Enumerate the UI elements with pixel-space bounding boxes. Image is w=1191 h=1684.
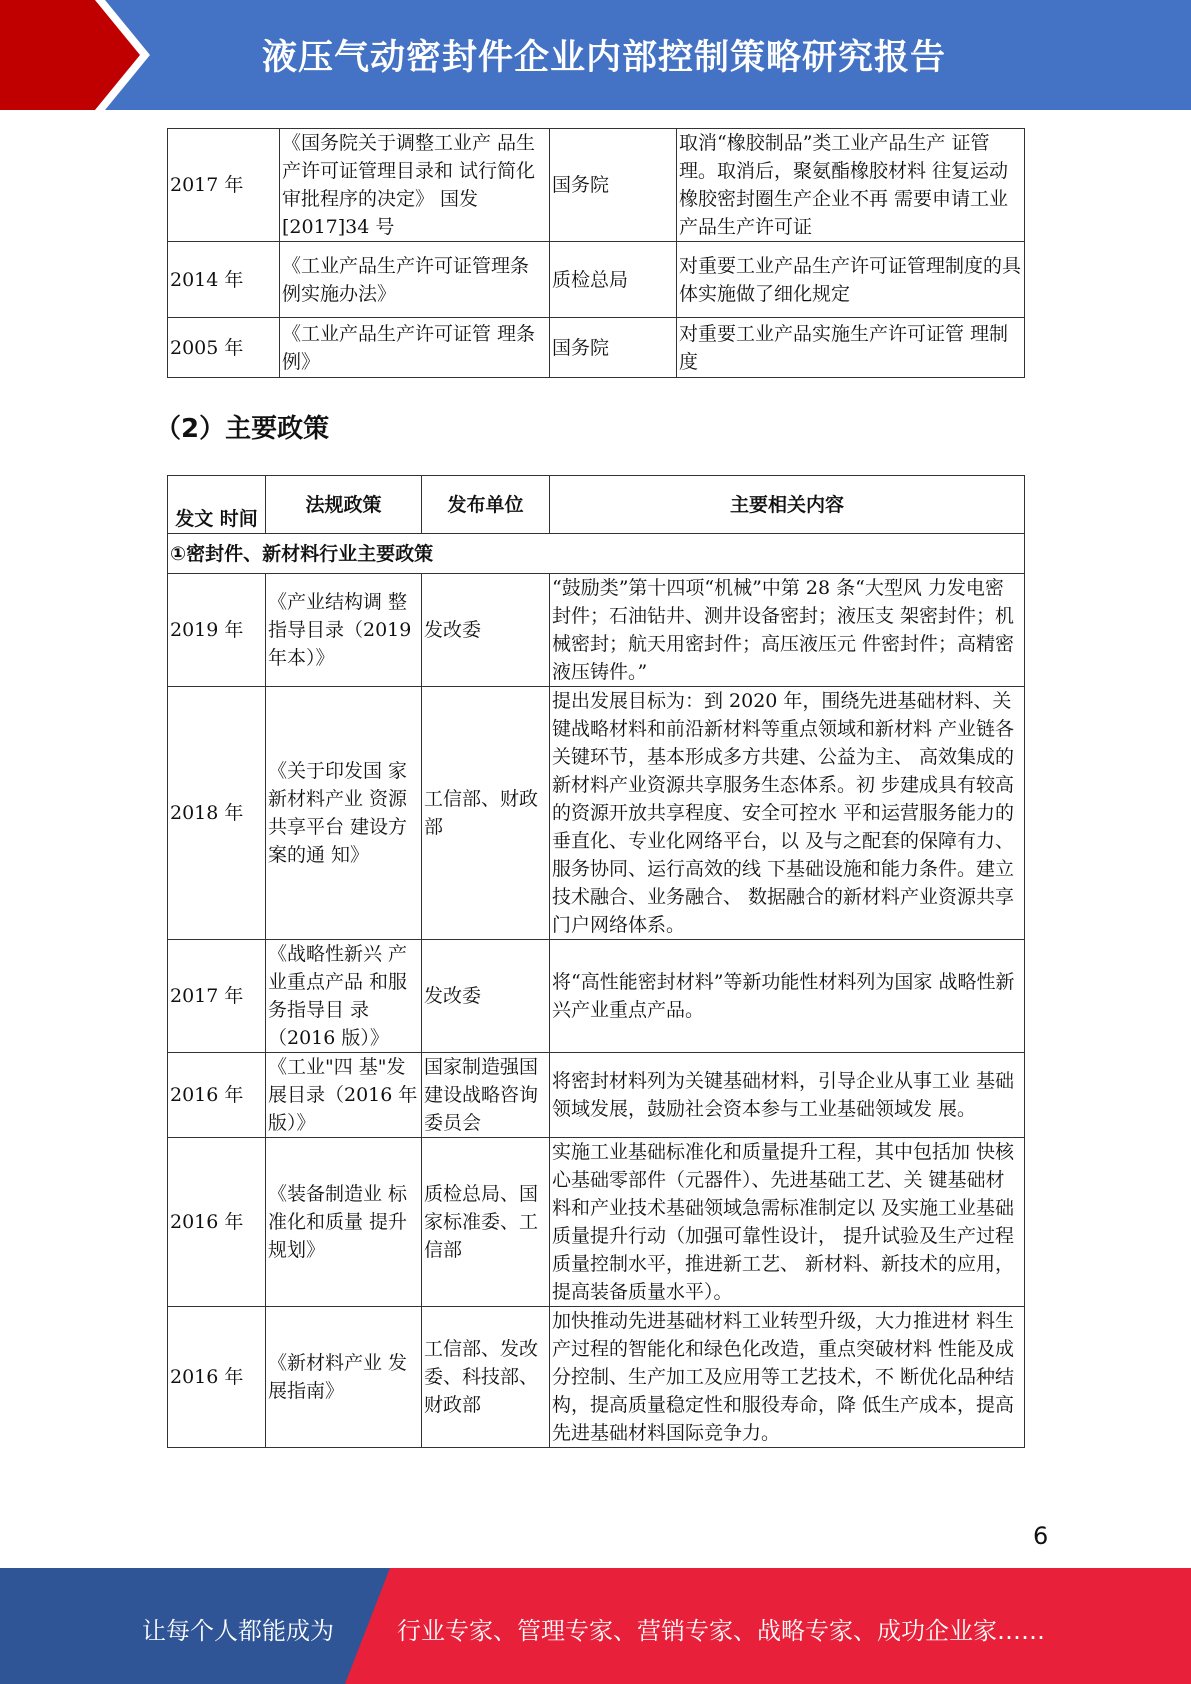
report-title: 液压气动密封件企业内部控制策略研究报告: [262, 38, 947, 78]
unit-cell: 发改委: [422, 574, 550, 687]
policy-cell: 《国务院关于调整工业产 品生产许可证管理目录和 试行简化审批程序的决定》 国发[2017]34 号: [280, 129, 550, 242]
policy-cell: 《工业产品生产许可证管 理条例》: [280, 318, 550, 378]
page-number: 6: [1033, 1522, 1049, 1550]
table-header-row: [168, 476, 1025, 534]
content-cell: 取消“橡胶制品”类工业产品生产 证管理。取消后，聚氨酯橡胶材料 往复运动橡胶密封圈生产企业不再 需要申请工业产品生产许可证: [677, 129, 1025, 242]
unit-cell: 国务院: [550, 129, 677, 242]
content-cell: 对重要工业产品生产许可证管理制度的具体实施做了细化规定: [677, 242, 1025, 318]
group-label: ①密封件、新材料行业主要政策: [168, 534, 1025, 574]
table-row: [168, 687, 1025, 940]
table-row: [168, 940, 1025, 1053]
unit-cell: 工信部、财政部: [422, 687, 550, 940]
year-cell: 2016 年: [168, 1138, 266, 1307]
policy-cell: 《工业"四 基"发展目录（2016 年版）》: [266, 1053, 422, 1138]
unit-cell: 国务院: [550, 318, 677, 378]
table-row: [168, 1053, 1025, 1138]
header-red-arrow: [0, 0, 150, 110]
content-cell: 提出发展目标为：到 2020 年，围绕先进基础材料、关键战略材料和前沿新材料等重点领域和新材料 产业链各关键环节，基本形成多方共建、公益为主、 高效集成的新材料产业资源共享服务生态体系。初 步建成具有较高的资源开放共享程度、安全可控水 平和运营服务能力的垂直化、专业化网络平台，以 及与之配套的保障有力、服务协同、运行高效的线 下基础设施和能力条件。建立技术融合、业务融合、 数据融合的新材料产业资源共享门户网络体系。: [550, 687, 1025, 940]
year-cell: 2017 年: [168, 129, 280, 242]
year-cell: 2018 年: [168, 687, 266, 940]
content-header: 主要相关内容: [550, 476, 1025, 534]
policy-cell: 《装备制造业 标准化和质量 提升规划》: [266, 1138, 422, 1307]
unit-cell: 发改委: [422, 940, 550, 1053]
policy-header: 法规政策: [266, 476, 422, 534]
policy-table: [167, 475, 1025, 1448]
unit-cell: 质检总局、国家标准委、工信部: [422, 1138, 550, 1307]
unit-header: 发布单位: [422, 476, 550, 534]
unit-cell: 工信部、发改委、科技部、财政部: [422, 1307, 550, 1448]
table-row: [168, 1307, 1025, 1448]
page-footer: [0, 1568, 1191, 1684]
content-cell: 将密封材料列为关键基础材料，引导企业从事工业 基础领域发展，鼓励社会资本参与工业基础领域发 展。: [550, 1053, 1025, 1138]
content-cell: 实施工业基础标准化和质量提升工程，其中包括加 快核心基础零部件（元器件）、先进基础工艺、关 键基础材料和产业技术基础领域急需标准制定以 及实施工业基础质量提升行动（加强可靠性设计， 提升试验及生产过程质量控制水平，推进新工艺、 新材料、新技术的应用，提高装备质量水平）。: [550, 1138, 1025, 1307]
policy-cell: 《产业结构调 整指导目录（2019 年本）》: [266, 574, 422, 687]
table-row: [168, 129, 1025, 242]
unit-cell: 质检总局: [550, 242, 677, 318]
year-cell: 2019 年: [168, 574, 266, 687]
licence-table: [167, 128, 1025, 378]
year-cell: 2005 年: [168, 318, 280, 378]
year-cell: 2016 年: [168, 1307, 266, 1448]
unit-cell: 国家制造强国建设战略咨询委员会: [422, 1053, 550, 1138]
content-cell: 对重要工业产品实施生产许可证管 理制度: [677, 318, 1025, 378]
policy-cell: 《战略性新兴 产业重点产品 和服务指导目 录（2016 版）》: [266, 940, 422, 1053]
table-row: [168, 318, 1025, 378]
year-header: 发文 时间: [168, 476, 266, 534]
content-cell: 将“高性能密封材料”等新功能性材料列为国家 战略性新兴产业重点产品。: [550, 940, 1025, 1053]
content-cell: 加快推动先进基础材料工业转型升级，大力推进材 料生产过程的智能化和绿色化改造，重点突破材料 性能及成分控制、生产加工及应用等工艺技术，不 断优化品种结构，提高质量稳定性和服役寿命，降 低生产成本，提高先进基础材料国际竞争力。: [550, 1307, 1025, 1448]
policy-cell: 《关于印发国 家新材料产业 资源共享平台 建设方案的通 知》: [266, 687, 422, 940]
section-heading: （2）主要政策: [155, 414, 330, 444]
table-row: [168, 1138, 1025, 1307]
table-row: [168, 574, 1025, 687]
year-cell: 2017 年: [168, 940, 266, 1053]
policy-cell: 《新材料产业 发展指南》: [266, 1307, 422, 1448]
group-row: [168, 534, 1025, 574]
page-header: [0, 0, 1191, 110]
table-row: [168, 242, 1025, 318]
content-cell: “鼓励类”第十四项“机械”中第 28 条“大型风 力发电密封件；石油钻井、测井设备密封；液压支 架密封件；机械密封；航天用密封件；高压液压元 件密封件；高精密液压铸件。”: [550, 574, 1025, 687]
year-cell: 2014 年: [168, 242, 280, 318]
footer-slogan-left: 让每个人都能成为: [142, 1617, 334, 1645]
footer-slogan-right: 行业专家、管理专家、营销专家、战略专家、成功企业家……: [397, 1617, 1045, 1645]
year-cell: 2016 年: [168, 1053, 266, 1138]
policy-cell: 《工业产品生产许可证管理条例实施办法》: [280, 242, 550, 318]
